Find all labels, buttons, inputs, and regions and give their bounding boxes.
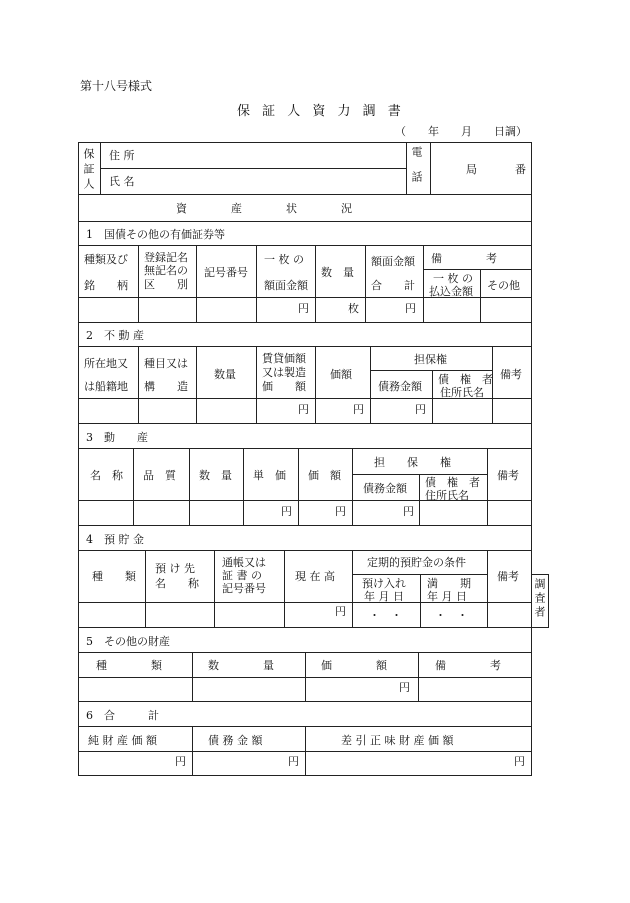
phone-number-label: 番 — [515, 163, 526, 176]
guarantor-side-label: 保証人 — [82, 148, 95, 193]
total-col-net-worth: 差 引 正 味 財 産 価 額 — [341, 734, 454, 747]
deposits-col-start-2: 年 月 日 — [364, 590, 404, 603]
deposits-col-kind: 種 類 — [92, 570, 136, 583]
deposits-col-start: 預け入れ — [362, 577, 406, 590]
realestate-col-collateral: 担保権 — [414, 353, 447, 366]
deposits-col-remarks: 備考 — [497, 570, 519, 583]
unit-yen: 円 — [353, 403, 364, 416]
deposits-heading: 4 預 貯 金 — [86, 533, 144, 546]
securities-col-kind: 種類及び — [84, 253, 128, 266]
movables-col-unit-price: 単 価 — [253, 469, 286, 482]
unit-yen: 円 — [415, 403, 426, 416]
deposits-col-book-2: 証 書 の — [222, 569, 262, 582]
unit-yen: 円 — [335, 605, 346, 618]
investigator-label: 調査者 — [533, 578, 546, 620]
unit-yen: 円 — [335, 505, 346, 518]
other-col-qty: 数 量 — [208, 659, 274, 672]
securities-col-registration-3: 区 別 — [144, 278, 188, 291]
date-dots: ・ ・ — [369, 609, 402, 622]
realestate-col-remarks: 備考 — [500, 368, 522, 381]
phone-label: 電話 — [410, 146, 423, 196]
deposits-col-maturity: 満 期 — [427, 577, 471, 590]
movables-col-creditor: 債 権 者 — [425, 476, 480, 489]
securities-col-other: その他 — [487, 279, 520, 292]
unit-yen: 円 — [281, 505, 292, 518]
securities-col-total: 額面金額 — [371, 255, 415, 268]
securities-col-serial: 記号番号 — [204, 266, 248, 279]
page-title: 保 証 人 資 力 調 書 — [237, 104, 401, 119]
total-col-debt: 債 務 金 額 — [208, 734, 263, 747]
deposits-col-book-3: 記号番号 — [222, 582, 266, 595]
other-col-price: 価 額 — [321, 659, 387, 672]
total-col-net: 純 財 産 価 額 — [88, 734, 157, 747]
securities-col-paid-2: 払込金額 — [429, 285, 473, 298]
realestate-col-rent-3: 価 額 — [262, 380, 306, 393]
unit-yen: 円 — [298, 403, 309, 416]
realestate-col-location-2: は船籍地 — [84, 380, 128, 393]
realestate-col-type-2: 構 造 — [144, 380, 188, 393]
unit-yen: 円 — [298, 302, 309, 315]
unit-yen: 円 — [405, 302, 416, 315]
phone-office-label: 局 — [466, 163, 477, 176]
securities-heading: 1 国債その他の有価証券等 — [86, 228, 225, 241]
movables-col-quality: 品 質 — [143, 469, 176, 482]
name-label: 氏 名 — [109, 175, 135, 188]
realestate-col-rent-2: 又は製造 — [262, 366, 306, 379]
securities-col-registration: 登録記名 — [144, 251, 188, 264]
unit-sheets: 枚 — [348, 302, 359, 315]
movables-heading: 3 動 産 — [86, 431, 148, 444]
securities-col-total-2: 合 計 — [371, 279, 415, 292]
unit-yen: 円 — [175, 755, 186, 768]
movables-col-collateral: 担 保 権 — [374, 456, 451, 469]
movables-col-name: 名 称 — [90, 469, 123, 482]
assets-heading: 資 産 状 況 — [176, 202, 352, 215]
other-col-remarks: 備 考 — [435, 659, 501, 672]
securities-col-qty: 数 量 — [321, 266, 354, 279]
securities-col-face-2: 額面金額 — [264, 279, 308, 292]
realestate-col-type: 種目又は — [144, 357, 188, 370]
securities-col-remarks: 備 考 — [431, 252, 497, 265]
securities-col-face: 一 枚 の — [264, 253, 304, 266]
securities-col-paid: 一 枚 の — [433, 272, 473, 285]
deposits-col-terms: 定期的預貯金の条件 — [367, 556, 466, 569]
form-number: 第十八号様式 — [80, 79, 153, 93]
realestate-col-location: 所在地又 — [84, 357, 128, 370]
deposits-col-bank-2: 名 称 — [155, 577, 199, 590]
unit-yen: 円 — [399, 681, 410, 694]
unit-yen: 円 — [514, 755, 525, 768]
realestate-col-creditor: 債 権 者 — [438, 373, 493, 386]
movables-col-debt: 債務金額 — [363, 482, 407, 495]
movables-col-remarks: 備考 — [497, 469, 519, 482]
unit-yen: 円 — [403, 505, 414, 518]
other-assets-heading: 5 その他の財産 — [86, 635, 170, 648]
securities-col-kind-2: 銘 柄 — [84, 279, 128, 292]
movables-col-qty: 数 量 — [199, 469, 232, 482]
realestate-col-qty: 数量 — [214, 368, 236, 381]
total-heading: 6 合 計 — [86, 709, 159, 722]
realestate-heading: 2 不 動 産 — [86, 329, 144, 342]
realestate-col-price: 価額 — [330, 368, 352, 381]
date-dots: ・ ・ — [435, 609, 468, 622]
movables-col-price: 価 額 — [308, 469, 341, 482]
survey-date: （ 年 月 日調） — [395, 125, 527, 138]
deposits-col-maturity-2: 年 月 日 — [427, 590, 467, 603]
deposits-col-book: 通帳又は — [222, 556, 266, 569]
realestate-col-rent: 賃貸価額 — [262, 352, 306, 365]
securities-col-registration-2: 無記名の — [144, 264, 188, 277]
deposits-col-balance: 現 在 高 — [295, 570, 335, 583]
movables-col-creditor-2: 住所氏名 — [425, 489, 469, 502]
realestate-col-debt: 債務金額 — [378, 380, 422, 393]
realestate-col-creditor-2: 住所氏名 — [440, 386, 484, 399]
unit-yen: 円 — [288, 755, 299, 768]
address-label: 住 所 — [109, 149, 135, 162]
other-col-kind: 種 類 — [96, 659, 162, 672]
deposits-col-bank: 預 け 先 — [155, 562, 195, 575]
